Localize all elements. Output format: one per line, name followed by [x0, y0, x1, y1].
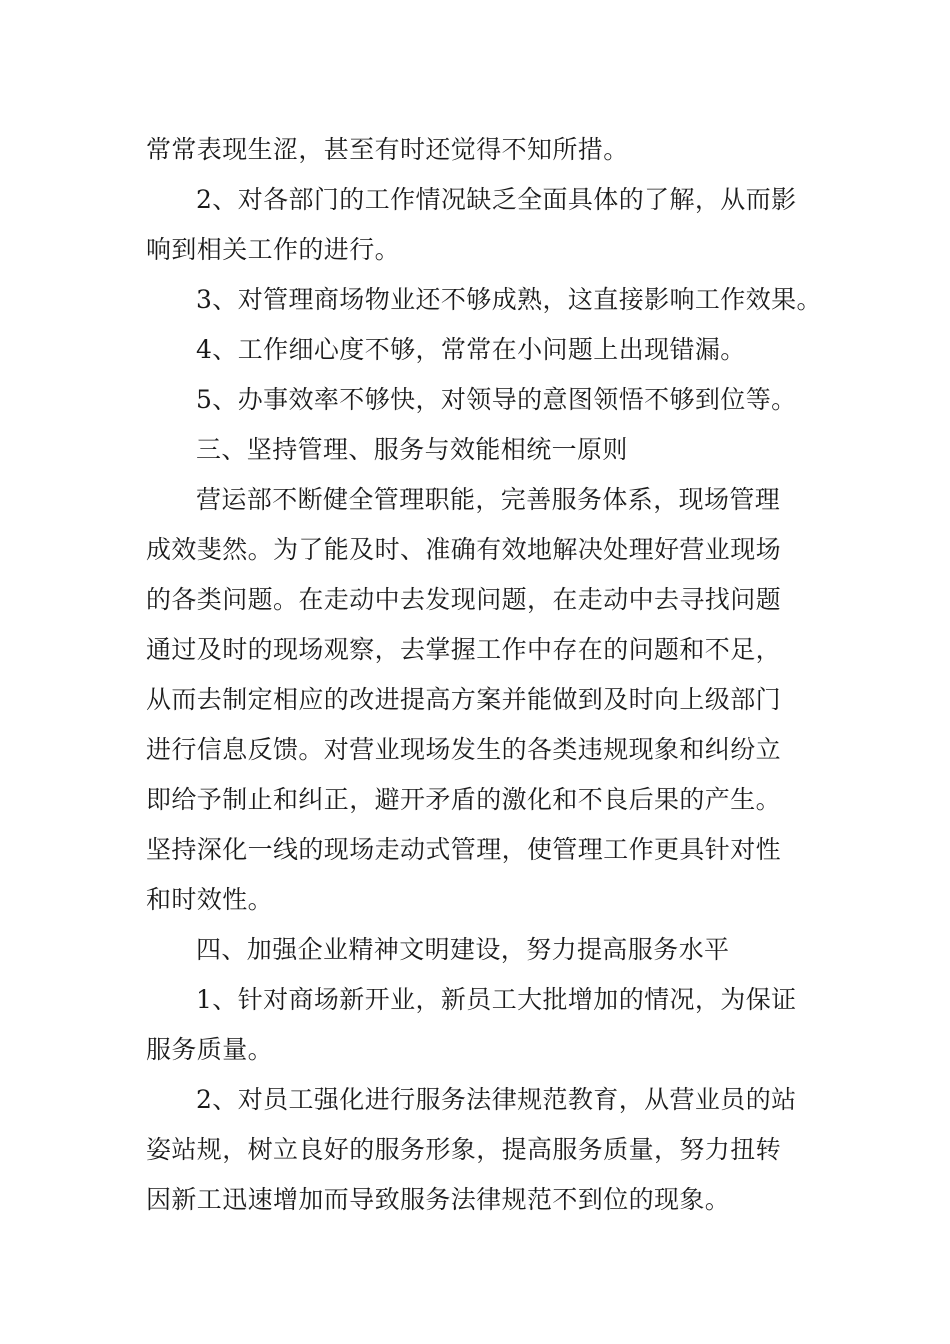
paragraph-line: 通过及时的现场观察，去掌握工作中存在的问题和不足， [146, 635, 782, 664]
list-item-3: 3、对管理商场物业还不够成熟，这直接影响工作效果。 [196, 285, 822, 314]
list-item-2-line-1: 2、对各部门的工作情况缺乏全面具体的了解，从而影 [196, 185, 797, 214]
paragraph-line: 的各类问题。在走动中去发现问题，在走动中去寻找问题 [146, 585, 782, 614]
paragraph-line: 进行信息反馈。对营业现场发生的各类违规现象和纠纷立 [146, 735, 782, 764]
list-item-5: 5、办事效率不够快，对领导的意图领悟不够到位等。 [196, 385, 797, 414]
text-line: 常常表现生涩，甚至有时还觉得不知所措。 [146, 135, 629, 164]
paragraph-line: 和时效性。 [146, 885, 274, 914]
list-item-4: 4、工作细心度不够，常常在小问题上出现错漏。 [196, 335, 746, 364]
paragraph-line: 即给予制止和纠正，避开矛盾的激化和不良后果的产生。 [146, 785, 782, 814]
list-item-1-line-1: 1、针对商场新开业，新员工大批增加的情况，为保证 [196, 985, 797, 1014]
paragraph-line: 成效斐然。为了能及时、准确有效地解决处理好营业现场 [146, 535, 782, 564]
paragraph-line: 坚持深化一线的现场走动式管理，使管理工作更具针对性 [146, 835, 782, 864]
paragraph-line: 营运部不断健全管理职能，完善服务体系，现场管理 [196, 485, 781, 514]
list-item-2b-line-1: 2、对员工强化进行服务法律规范教育，从营业员的站 [196, 1085, 797, 1114]
list-item-2b-line-3: 因新工迅速增加而导致服务法律规范不到位的现象。 [146, 1185, 731, 1214]
list-item-2-line-2: 响到相关工作的进行。 [146, 235, 401, 264]
list-item-2b-line-2: 姿站规，树立良好的服务形象，提高服务质量，努力扭转 [146, 1135, 782, 1164]
list-item-1-line-2: 服务质量。 [146, 1035, 274, 1064]
section-heading-4: 四、加强企业精神文明建设，努力提高服务水平 [196, 935, 730, 964]
paragraph-line: 从而去制定相应的改进提高方案并能做到及时向上级部门 [146, 685, 782, 714]
section-heading-3: 三、坚持管理、服务与效能相统一原则 [196, 435, 628, 464]
